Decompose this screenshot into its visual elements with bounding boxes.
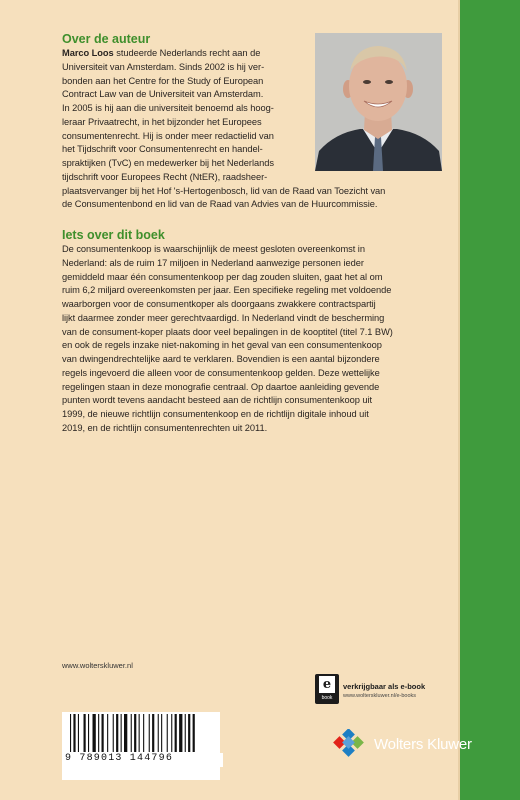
barcode-bar bbox=[98, 714, 99, 752]
author-heading: Over de auteur bbox=[62, 32, 151, 46]
book-text-line: ruim 6,2 miljard overeenkomsten per jaar. Een specifieke regeling met voldoende bbox=[62, 285, 392, 296]
wolters-kluwer-logo bbox=[330, 729, 500, 761]
book-text-line: waarborgen voor de consumentkoper als doorgaans zwakkere contractspartij bbox=[62, 299, 376, 309]
author-text-line: leraar Privaatrecht, in het bijzonder het Europees bbox=[62, 116, 262, 127]
book-text-line: gemiddeld maar één consumentenkoop per dag zouden sluiten, gaat het al om bbox=[62, 271, 383, 282]
barcode-bar bbox=[116, 714, 118, 752]
book-text-line: 1999, de nieuwe richtlijn consumentenkoop en de richtlijn digitale inhoud uit bbox=[62, 409, 369, 419]
book-description bbox=[62, 243, 393, 436]
ebook-icon bbox=[315, 674, 339, 704]
barcode-bar bbox=[102, 714, 104, 752]
book-text-line: De consumentenkoop is waarschijnlijk de meest gesloten overeenkomst in bbox=[62, 244, 365, 254]
book-text-line: 2019, en de richtlijn consumentenrechten uit 2011. bbox=[62, 422, 268, 433]
book-heading: Iets over dit boek bbox=[62, 228, 165, 242]
barcode-bar bbox=[149, 714, 150, 752]
book-text-line: regels ingevoerd die alleen voor de consumentenkoop gelden. Deze wettelijke bbox=[62, 367, 380, 378]
barcode-bar bbox=[143, 714, 144, 752]
barcode-bar bbox=[124, 714, 127, 752]
author-text-line: consumentenrecht. Hij is onder meer redactielid van bbox=[62, 130, 274, 141]
barcode-bar bbox=[193, 714, 195, 752]
barcode-bar bbox=[134, 714, 136, 752]
ebook-icon-label: book bbox=[321, 695, 333, 701]
author-text-line: spraktijken (TvC) en medewerker bij het Nederlands bbox=[62, 158, 274, 168]
barcode-bar bbox=[179, 714, 182, 752]
ebook-title: verkrijgbaar als e-book bbox=[343, 682, 426, 691]
author-text-line: Contract Law van de Universiteit van Amsterdam. bbox=[62, 89, 264, 100]
author-text-line: de Consumentenbond en lid van de Raad van Advies van de Huurcommissie. bbox=[62, 199, 378, 210]
barcode-bar bbox=[152, 714, 154, 752]
author-text-line: het Tijdschrift voor Consumentenrecht en handel- bbox=[62, 144, 263, 155]
ebook-url[interactable]: www.wolterskluwer.nl/e-books bbox=[343, 693, 417, 699]
book-text-line: lijkt daarmee zonder meer gerechtvaardigd. In Nederland vindt de bescherming bbox=[62, 312, 385, 323]
barcode-bar bbox=[167, 714, 168, 752]
isbn-number: 9 789013 144796 bbox=[62, 753, 223, 767]
author-text-line: In 2005 is hij aan die universiteit benoemd als hoog- bbox=[62, 103, 274, 113]
author-text-line: plaatsvervanger bij het Hof 's-Hertogenbosch, lid van de Raad van Toezicht van bbox=[62, 185, 386, 196]
book-text-line: van de consument-koper plaats door veel bepalingen in de kooptitel (titel 7.1 BW) bbox=[62, 326, 393, 337]
ebook-icon-letter: e bbox=[319, 676, 335, 693]
barcode-bar bbox=[107, 714, 108, 752]
barcode-bar bbox=[88, 714, 89, 752]
barcode bbox=[62, 712, 220, 780]
barcode-bar bbox=[113, 714, 114, 752]
barcode-bar bbox=[188, 714, 190, 752]
author-text-line: bonden aan het Centre for the Study of European bbox=[62, 75, 264, 86]
barcode-bar bbox=[73, 714, 75, 752]
author-portrait-image bbox=[315, 33, 442, 171]
author-name: Marco Loos bbox=[62, 48, 114, 58]
book-text-line: regelingen staan in deze monografie centraal. Op daartoe aanleiding gevende bbox=[62, 381, 380, 392]
book-text-line: Nederland: als de ruim 17 miljoen in Nederland aanwezige personen ieder bbox=[62, 257, 364, 268]
author-text-line: Universiteit van Amsterdam. Sinds 2002 is hij ver- bbox=[62, 61, 265, 72]
author-text-line: tijdschrift voor Europees Recht (NtER), raadsheer- bbox=[62, 171, 268, 182]
author-bio-first-line-rest: studeerde Nederlands recht aan de bbox=[113, 48, 261, 58]
barcode-bar bbox=[93, 714, 96, 752]
barcode-bar bbox=[158, 714, 159, 752]
barcode-bar bbox=[70, 714, 71, 752]
barcode-bars bbox=[62, 712, 220, 754]
barcode-bar bbox=[139, 714, 140, 752]
barcode-bar bbox=[185, 714, 186, 752]
barcode-bar bbox=[121, 714, 122, 752]
barcode-bar bbox=[78, 714, 79, 752]
book-text-line: van dwingendrechtelijke aard te verklaren. Bovendien is een aantal bijzondere bbox=[62, 354, 380, 364]
book-text-line: en ook de regels inzake niet-nakoming in het geval van een consumentenkoop bbox=[62, 340, 382, 351]
green-spine bbox=[460, 0, 520, 800]
spine-edge bbox=[458, 0, 460, 800]
book-text-line: punten wordt tevens aandacht besteed aan de richtlijn consumentenkoop uit bbox=[62, 395, 373, 406]
barcode-bar bbox=[171, 714, 172, 752]
barcode-bar bbox=[84, 714, 86, 752]
barcode-bar bbox=[175, 714, 177, 752]
wolters-kluwer-logo-icon bbox=[330, 729, 370, 761]
publisher-name: Wolters Kluwer bbox=[374, 736, 472, 753]
website-url[interactable]: www.wolterskluwer.nl bbox=[62, 661, 133, 670]
author-photo bbox=[315, 33, 442, 171]
barcode-bar bbox=[131, 714, 132, 752]
barcode-bar bbox=[161, 714, 162, 752]
